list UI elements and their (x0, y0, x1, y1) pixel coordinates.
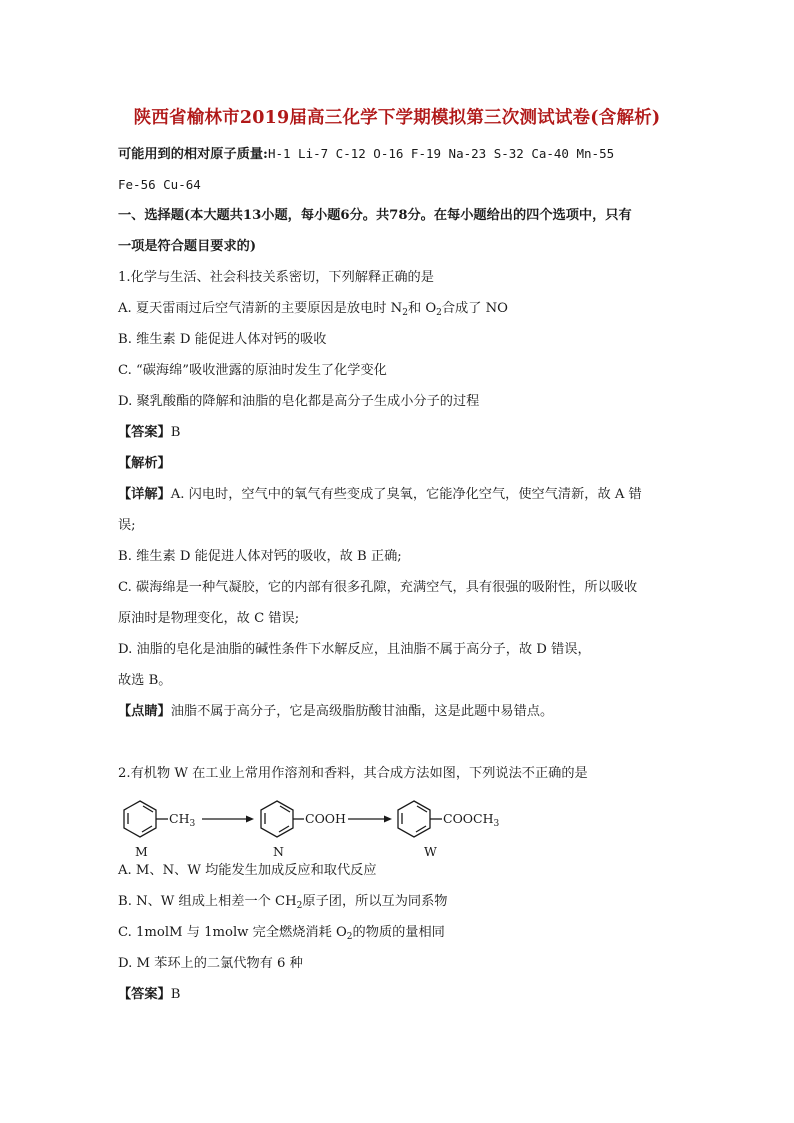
q2-option-c (118, 924, 445, 942)
label-m: M (135, 844, 148, 859)
q1-tip-tag: 【点睛】 (118, 704, 171, 719)
q1-detail-c-1: C. 碳海绵是一种气凝胶，它的内部有很多孔隙，充满空气，具有很强的吸附性，所以吸收 (118, 580, 638, 595)
q1-tip (118, 703, 553, 721)
q1-option-a-text-3: 合成了 NO (441, 301, 508, 316)
q1-option-a-sub-2: 2 (436, 308, 442, 318)
q1-detail-text-1: A. 闪电时，空气中的氧气有些变成了臭氧，它能净化空气，使空气清新，故 A 错 (170, 487, 642, 502)
benzene-ring-n (261, 801, 304, 837)
q1-option-d: D. 聚乳酸酯的降解和油脂的皂化都是高分子生成小分子的过程 (118, 394, 480, 409)
q2-answer-tag: 【答案】 (118, 987, 171, 1002)
q1-analysis-tag: 【解析】 (118, 456, 171, 471)
q1-option-c: C. “碳海绵”吸收泄露的原油时发生了化学变化 (118, 363, 387, 378)
reaction-arrow-1 (202, 816, 254, 823)
q2-option-c-text-2: 的物质的量相同 (352, 925, 445, 940)
q1-option-a-sub-1: 2 (402, 308, 408, 318)
m-substituent: $CH_3$ (169, 811, 196, 829)
q2-option-b (118, 893, 447, 911)
atomic-mass-label: 可能用到的相对原子质量: (118, 147, 268, 162)
benzene-ring-w (398, 801, 442, 837)
q2-option-b-text-1: B. N、W 组成上相差一个 CH (118, 894, 297, 909)
q2-option-c-text-1: C. 1molM 与 1molw 完全燃烧消耗 O (118, 925, 347, 940)
q2-option-a: A. M、N、W 均能发生加成反应和取代反应 (118, 863, 377, 878)
benzene-ring-m (124, 801, 168, 837)
q1-detail-d: D. 油脂的皂化是油脂的碱性条件下水解反应，且油脂不属于高分子，故 D 错误， (118, 642, 591, 657)
q1-answer-tag: 【答案】 (118, 425, 171, 440)
q1-detail-line-2: 误; (118, 518, 136, 533)
label-w: W (424, 844, 437, 859)
reaction-arrow-2 (348, 816, 392, 823)
q2-option-b-text-2: 原子团，所以互为同系物 (302, 894, 448, 909)
q1-detail-b: B. 维生素 D 能促进人体对钙的吸收，故 B 正确; (118, 549, 402, 564)
q1-detail-c-2: 原油时是物理变化，故 C 错误; (118, 611, 300, 626)
q2-stem: 2.有机物 W 在工业上常用作溶剂和香料，其合成方法如图，下列说法不正确的是 (118, 766, 588, 781)
q2-option-d: D. M 苯环上的二氯代物有 6 种 (118, 956, 303, 971)
q2-answer (118, 986, 180, 1004)
page-title: 陕西省榆林市2019届高三化学下学期模拟第三次测试试卷(含解析) (133, 108, 661, 128)
w-substituent: $COOCH_3$ (443, 811, 500, 829)
q2-answer-value: B (170, 987, 181, 1002)
q1-option-a-text-1: A. 夏天雷雨过后空气清新的主要原因是放电时 N (118, 301, 403, 316)
label-n: N (273, 844, 284, 859)
synthesis-scheme (118, 797, 538, 859)
q1-option-b: B. 维生素 D 能促进人体对钙的吸收 (118, 332, 327, 347)
q1-conclusion: 故选 B。 (118, 673, 172, 688)
atomic-mass-values: H-1 Li-7 C-12 O-16 F-19 Na-23 S-32 Ca-40 Mn-55 (267, 146, 615, 161)
section-heading-line-1: 一、选择题(本大题共13小题，每小题6分。共78分。在每小题给出的四个选项中，只有 (118, 208, 632, 223)
q1-stem: 1.化学与生活、社会科技关系密切，下列解释正确的是 (118, 270, 434, 285)
q1-detail-line-1 (118, 486, 642, 504)
q2-option-c-sub: 2 (346, 932, 353, 942)
q1-answer (118, 424, 180, 442)
q1-option-a (118, 300, 508, 318)
q1-tip-text: 油脂不属于高分子，它是高级脂肪酸甘油酯，这是此题中易错点。 (170, 704, 554, 719)
atomic-mass-line-2: Fe-56 Cu-64 (118, 177, 201, 192)
n-substituent: COOH (305, 811, 346, 826)
section-heading-line-2: 一项是符合题目要求的) (118, 239, 257, 254)
atomic-mass-line-1 (118, 145, 614, 164)
q1-detail-tag: 【详解】 (118, 487, 171, 502)
q2-option-b-sub: 2 (296, 901, 303, 911)
q1-option-a-text-2: 和 O (407, 301, 437, 316)
q1-answer-value: B (170, 425, 181, 440)
